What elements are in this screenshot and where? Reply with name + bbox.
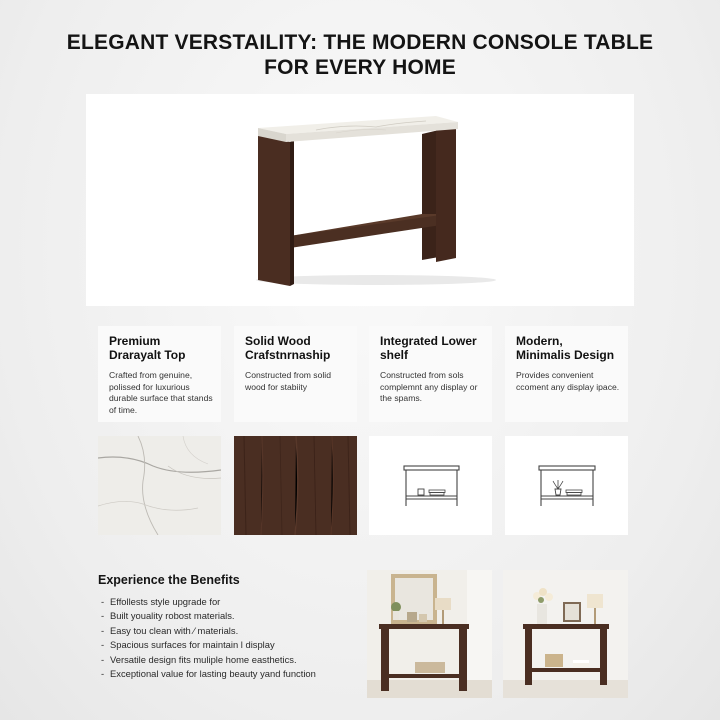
benefit-item: - Easy tou clean with ⁄ materials. [98, 624, 358, 638]
marble-texture-tile [98, 436, 221, 535]
feature-title: Integrated Lower shelf [380, 334, 477, 362]
feature-card-marble-top [98, 326, 221, 422]
lifestyle-photo-flowers [503, 570, 628, 698]
feature-text: Constructed from sols complemnt any display or the spams. [380, 370, 478, 403]
feature-title: Premium Drarayalt Top [109, 334, 186, 362]
shelf-plant-icon-tile [505, 436, 628, 535]
benefit-item: - Built youality robost materials. [98, 609, 358, 623]
walnut-texture-tile [234, 436, 357, 535]
shelf-plant-line-icon [505, 436, 628, 535]
feature-card-solid-wood [234, 326, 357, 422]
room-scene-flowers-image [503, 570, 628, 698]
shelf-line-icon [369, 436, 492, 535]
console-table-illustration [86, 94, 634, 306]
benefit-item: - Effollests style upgrade for [98, 595, 358, 609]
benefits-heading: Experience the Benefits [98, 573, 240, 587]
title-line-1: ELEGANT VERSTAILITY: THE MODERN CONSOLE TABLE [66, 31, 654, 54]
walnut-texture-image [234, 436, 357, 535]
title-line-2: FOR EVERY HOME [264, 56, 456, 79]
feature-title: Modern, Minimalis Design [516, 334, 615, 362]
feature-card-lower-shelf [369, 326, 492, 422]
page-title [60, 30, 660, 80]
benefit-item: - Spacious surfaces for maintain l display [98, 638, 358, 652]
benefits-list [98, 595, 358, 681]
feature-text: Crafted from genuine, polissed for luxurious durable surface that stands of time. [109, 370, 213, 415]
feature-text: Constructed from solid wood for stabiity [245, 370, 331, 392]
benefits-section [98, 573, 358, 681]
hero-product-image [86, 94, 634, 306]
benefit-item: - Versatile design fits muliple home easthetics. [98, 653, 358, 667]
feature-title: Solid Wood Crafstnrnaship [245, 334, 331, 362]
lifestyle-photo-mirror [367, 570, 492, 698]
feature-text: Provides convenient ccoment any display ipace. [516, 370, 620, 392]
feature-card-modern-design [505, 326, 628, 422]
shelf-icon-tile [369, 436, 492, 535]
benefit-item: - Exceptional value for lasting beauty yand function [98, 667, 358, 681]
marble-texture-image [98, 436, 221, 535]
room-scene-mirror-image [367, 570, 492, 698]
